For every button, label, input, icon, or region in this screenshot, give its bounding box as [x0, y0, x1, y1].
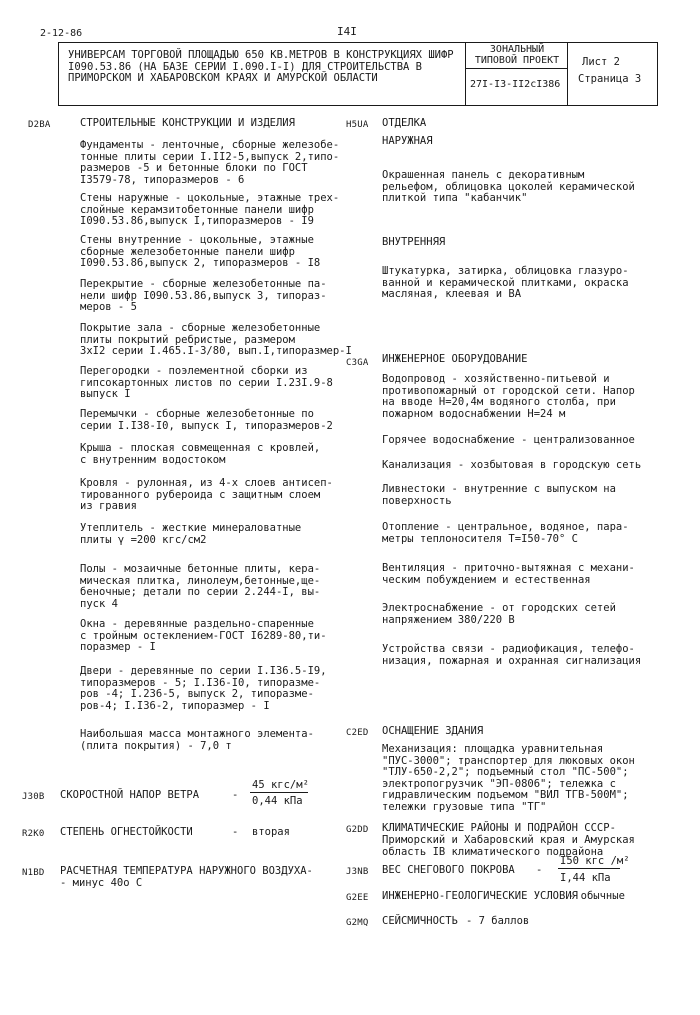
eng-heating: Отопление - центральное, водяное, пара- метры теплоносителя Т=I50-70° С [382, 521, 629, 545]
project-type-line-1: ЗОНАЛЬНЫЙ [489, 44, 545, 55]
project-code: 27I-I3-II2сI386 [470, 79, 561, 90]
document-title [68, 50, 463, 85]
temp-value: - минус 40о С [60, 877, 143, 889]
fire-label: СТЕПЕНЬ ОГНЕСТОЙКОСТИ [60, 826, 193, 838]
code-finish: H5UA [346, 120, 369, 130]
geology-value: - обычные [568, 890, 625, 902]
equipment-title: ОСНАЩЕНИЕ ЗДАНИЯ [382, 725, 484, 737]
fire-value: вторая [252, 826, 290, 838]
temp-label: РАСЧЕТНАЯ ТЕМПЕРАТУРА НАРУЖНОГО ВОЗДУХА- [60, 865, 313, 877]
finish-title: ОТДЕЛКА [382, 117, 427, 129]
project-type [470, 45, 564, 66]
geology-label: ИНЖЕНЕРНО-ГЕОЛОГИЧЕСКИЕ УСЛОВИЯ [382, 890, 578, 902]
eng-communications: Устройства связи - радиофикация, телефо- низация, пожарная и охранная сигнализация [382, 643, 642, 667]
item-floor-slabs: Перекрытие - сборные железобетонные па- нели шифр I090.53.86,выпуск 3, типораз- меров - 5 [80, 278, 327, 313]
outer-finish-text: Окрашенная панель с декоративным рельефом, облицовка цоколей керамической плиткой типа "кабанчик" [382, 169, 635, 204]
wind-label: СКОРОСТНОЙ НАПОР ВЕТРА [60, 789, 200, 801]
sheet-number: Лист 2 [582, 56, 620, 68]
seismicity-value: - 7 баллов [466, 915, 530, 927]
snow-dash: - [536, 864, 543, 876]
title-line-3: ПРИМОРСКОМ И ХАБАРОВСКОМ КРАЯХ И АМУРСКОЙ ОБЛАСТИ [68, 72, 378, 84]
item-inner-walls: Стены внутренние - цокольные, этажные сборные железобетонные панели шифр I090.53.86,выпуск 2, типоразмеров - I8 [80, 234, 321, 269]
section-code-structures: D2BA [28, 120, 51, 130]
seismicity-label: СЕЙСМИЧНОСТЬ [382, 915, 458, 927]
eng-ventilation: Вентиляция - приточно-вытяжная с механи- ческим побуждением и естественная [382, 562, 635, 586]
code-geology: G2EE [346, 893, 369, 903]
eng-drains: Ливнестоки - внутренние с выпуском на поверхность [382, 483, 616, 507]
item-outer-walls: Стены наружные - цокольные, этажные трех- слойные керамзитобетонные панели шифр I090.53.86,выпуск I,типоразмеров - I9 [80, 192, 340, 227]
title-divider-1 [465, 42, 466, 106]
title-line-1: УНИВЕРСАМ ТОРГОВОЙ ПЛОЩАДЬЮ 650 КВ.МЕТРОВ В КОНСТРУКЦИЯХ ШИФР [68, 49, 454, 61]
eng-electricity: Электроснабжение - от городских сетей напряжением 380/220 В [382, 602, 616, 626]
wind-dash: - [232, 789, 239, 801]
title-divider-3 [465, 68, 567, 69]
date-stamp: 2-12-86 [40, 28, 83, 39]
climate-text: Приморский и Хабаровский края и Амурская область IВ климатического подрайона [382, 834, 635, 858]
item-roof: Крыша - плоская совмещенная с кровлей, с внутренним водостоком [80, 442, 321, 466]
engineering-title: ИНЖЕНЕРНОЕ ОБОРУДОВАНИЕ [382, 353, 528, 365]
eng-sewerage: Канализация - хозбытовая в городскую сеть [382, 459, 642, 471]
item-doors: Двери - деревянные по серии I.I36.5-I9, типоразмеров - 5; I.I36-I0, типоразме- ров -4; I.236-5, выпуск 2, типоразме- ров-4; I.I36-2, типоразмер - I [80, 665, 327, 712]
eng-water-supply: Водопровод - хозяйственно-питьевой и противопожарный от городской сети. Напор на вводе Н=20,4м водяного столба, при пожарном водоснабжении Н=24 м [382, 373, 635, 420]
item-insulation: Утеплитель - жесткие минераловатные плиты γ =200 кгс/см2 [80, 522, 302, 546]
code-fire: R2K0 [22, 829, 45, 839]
code-wind: J30B [22, 792, 45, 802]
code-temp: N1BD [22, 868, 45, 878]
item-hall-roofing: Покрытие зала - сборные железобетонные плиты покрытий ребристые, размером 3хI2 серии I.465.I-3/80, вып.I,типоразмер-I [80, 322, 352, 357]
eng-hot-water: Горячее водоснабжение - централизованное [382, 434, 635, 446]
item-roofing: Кровля - рулонная, из 4-х слоев антисеп- тированного рубероида с защитным слоем из гравия [80, 477, 333, 512]
item-windows: Окна - деревянные раздельно-спаренные с тройным остеклением-ГОСТ I6289-80,ти- поразмер - I [80, 618, 327, 653]
code-seismicity: G2MQ [346, 918, 369, 928]
page-number: I4I [337, 25, 357, 38]
item-lintels: Перемычки - сборные железобетонные по серии I.I38-I0, выпуск I, типоразмеров-2 [80, 408, 333, 432]
climate-title: КЛИМАТИЧЕСКИЕ РАЙОНЫ И ПОДРАЙОН СССР- [382, 822, 616, 834]
wind-value-top: 45 кгс/м² [252, 779, 309, 791]
snow-label: ВЕС СНЕГОВОГО ПОКРОВА [382, 864, 515, 876]
outer-finish-title: НАРУЖНАЯ [382, 135, 433, 147]
section-title-structures: СТРОИТЕЛЬНЫЕ КОНСТРУКЦИИ И ИЗДЕЛИЯ [80, 117, 295, 129]
snow-value-top: I50 кгс /м² [560, 855, 630, 867]
title-divider-2 [567, 42, 568, 106]
equipment-text: Механизация: площадка уравнительная "ПУС-3000"; транспортер для люковых окон "ТЛУ-650-2,2"; подъемный стол "ПС-500"; электропогрузчик "ЭП-0806"; тележка с гидравлическим подъемом "ВИЛ ТГВ-500М"; тележки грузовые типа "ТГ" [382, 743, 635, 813]
code-engineering: C3GA [346, 358, 369, 368]
project-type-line-2: ТИПОВОЙ ПРОЕКТ [474, 54, 560, 66]
code-equipment: C2ED [346, 728, 369, 738]
code-snow: J3NB [346, 867, 369, 877]
snow-value-bottom: I,44 кПа [560, 872, 611, 884]
title-line-2: I090.53.86 (НА БАЗЕ СЕРИИ I.090.I-I) ДЛЯ СТРОИТЕЛЬСТВА В [68, 60, 423, 73]
inner-finish-title: ВНУТРЕННЯЯ [382, 236, 446, 248]
page-label: Страница 3 [578, 73, 642, 85]
snow-fraction-line [558, 868, 620, 869]
wind-value-bottom: 0,44 кПа [252, 795, 303, 807]
inner-finish-text: Штукатурка, затирка, облицовка глазуро- ванной и керамической плитками, окраска масляная, клеевая и ВА [382, 265, 629, 300]
item-max-mass: Наибольшая масса монтажного элемента- (плита покрытия) - 7,0 т [80, 728, 314, 752]
wind-fraction-line [250, 792, 308, 793]
item-foundations: Фундаменты - ленточные, сборные железобе- тонные плиты серии I.II2-5,выпуск 2,типо- размеров -5 и бетонные блоки по ГОСТ I3579-78, типоразмеров - 6 [80, 139, 340, 186]
item-partitions: Перегородки - поэлементной сборки из гипсокартонных листов по серии I.23I.9-8 выпуск I [80, 365, 333, 400]
fire-dash: - [232, 826, 239, 838]
item-floors: Полы - мозаичные бетонные плиты, кера- мическая плитка, линолеум,бетонные,ще- беночные; детали по серии 2.244-I, вы- пуск 4 [80, 563, 321, 610]
code-climate: G2DD [346, 825, 369, 835]
